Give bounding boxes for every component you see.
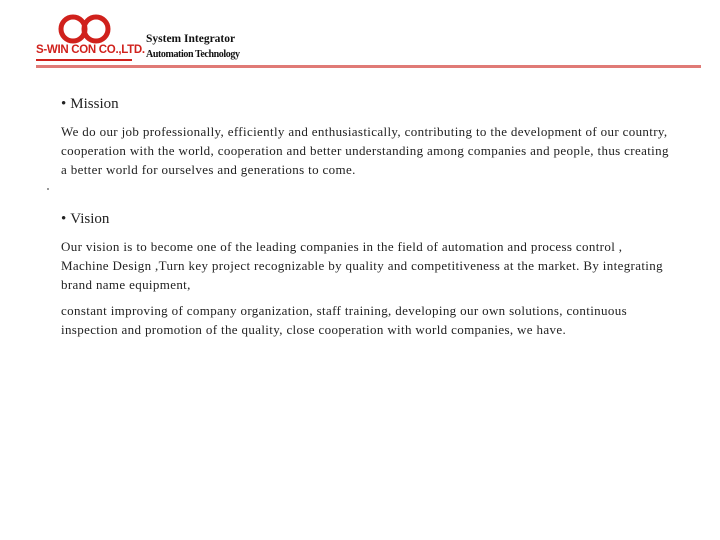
slide-content [61,94,671,339]
logo-underline [36,59,132,61]
vision-heading [61,209,671,229]
mission-heading [61,94,671,114]
header-tagline: System Integrator [146,33,236,45]
header-divider [36,65,701,68]
mission-bullet: • [61,96,67,112]
mission-paragraph: We do our job professionally, efficiently and enthusiastically, contributing to the development of our country, cooperation with the world, cooperation and better understanding among companies and people, thus creating a better world for ourselves and generations to come. [61,124,669,177]
mission-section [61,94,671,179]
vision-paragraph-1: Our vision is to become one of the leading companies in the field of automation and process control , Machine Design ,Turn key project recognizable by quality and competitiveness at the market. By integrating brand name equipment, [61,239,663,292]
mission-heading-text: Mission [70,96,119,112]
logo-company-name: S-WIN CON CO.,LTD. [36,44,145,56]
company-logo [36,14,145,62]
vision-bullet: • [61,211,67,227]
slide-header [0,0,720,70]
infinity-logo-icon [56,14,116,44]
vision-paragraph-2: constant improving of company organization, staff training, developing our own solutions, continuous inspection and promotion of the quality, close cooperation with world companies, we have. [61,303,627,337]
vision-heading-text: Vision [70,211,110,227]
vision-section [61,209,671,339]
header-subtagline: Automation Technology [146,49,240,60]
stray-dot [47,188,49,190]
